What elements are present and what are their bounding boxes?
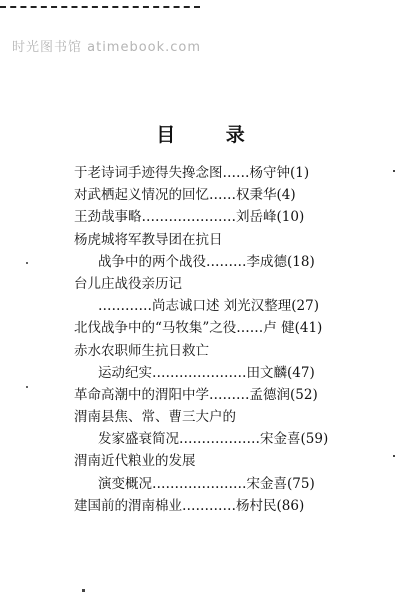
- toc-entry: 台儿庄战役亲历记: [74, 275, 182, 292]
- table-of-contents: [74, 162, 342, 517]
- toc-entry: 北伐战争中的“马牧集”之役……卢 健(41): [74, 320, 323, 337]
- bottom-speck: [82, 589, 85, 592]
- toc-entry-continuation: …………尚志诚口述 刘光汉整理(27): [98, 298, 320, 315]
- toc-entry: 建国前的渭南棉业…………杨村民(86): [74, 497, 305, 514]
- toc-entry: 渭南近代粮业的发展: [74, 453, 196, 470]
- page-title: 目 录: [156, 124, 267, 146]
- watermark: 时光图书馆 atimebook.com: [12, 40, 202, 55]
- toc-entry: 王劲哉事略…………………刘岳峰(10): [74, 209, 305, 226]
- margin-speck: [26, 386, 28, 388]
- margin-speck: [393, 455, 395, 457]
- margin-speck: [26, 262, 28, 264]
- toc-entry-continuation: 演变概况…………………宋金喜(75): [98, 475, 315, 492]
- toc-entry-continuation: 战争中的两个战役………李成德(18): [98, 253, 315, 270]
- top-dashed-rule: [0, 6, 200, 11]
- toc-entry-continuation: 运动纪实…………………田文麟(47): [98, 364, 315, 381]
- toc-entry: 于老诗词手迹得失搀念图……杨守钟(1): [74, 165, 310, 181]
- toc-entry: 杨虎城将军教导团在抗日: [74, 231, 223, 248]
- toc-entry: 革命高潮中的渭阳中学………孟德润(52): [74, 386, 318, 403]
- margin-speck: [393, 170, 395, 172]
- toc-entry: 赤水农职师生抗日救亡: [74, 342, 209, 359]
- toc-entry-continuation: 发家盛衰简况………………宋金喜(59): [98, 431, 329, 448]
- toc-entry: 渭南县焦、常、曹三大户的: [74, 409, 236, 426]
- toc-entry: 对武栖起义情况的回忆……权秉华(4): [74, 187, 296, 204]
